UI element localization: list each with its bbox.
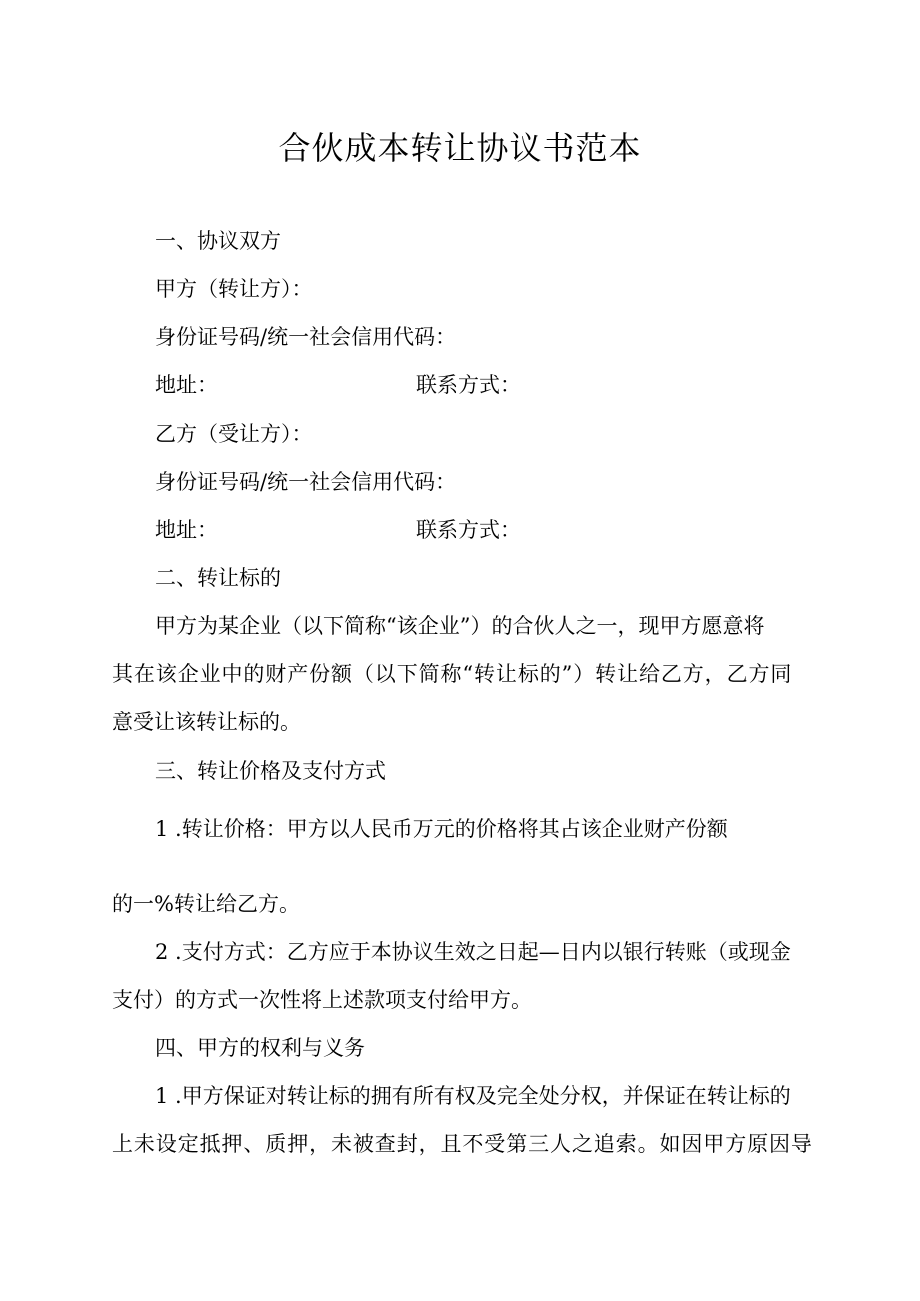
section-3-item-2-line: 2 .支付方式：乙方应于本协议生效之日起—日内以银行转账（或现金 [155,940,791,964]
party-a-id-label: 身份证号码/统一社会信用代码： [155,325,457,349]
section-2-paragraph-line: 其在该企业中的财产份额（以下简称“转让标的”）转让给乙方，乙方同 [112,662,793,686]
section-3-item-2-line: 支付）的方式一次性将上述款项支付给甲方。 [112,988,532,1012]
party-b-label: 乙方（受让方）： [155,422,313,446]
party-a-address-label: 地址： [155,373,218,397]
party-a-label: 甲方（转让方）： [155,277,313,301]
section-4-item-1-line: 1 .甲方保证对转让标的拥有所有权及完全处分权，并保证在转让标的 [155,1084,791,1108]
party-b-contact-label: 联系方式： [416,518,521,542]
party-a-contact-label: 联系方式： [416,373,521,397]
section-2-heading: 二、转让标的 [155,566,281,590]
section-2-paragraph-line: 甲方为某企业（以下简称“该企业”）的合伙人之一，现甲方愿意将 [155,614,765,638]
document-title: 合伙成本转让协议书范本 [278,129,642,167]
party-b-id-label: 身份证号码/统一社会信用代码： [155,470,457,494]
party-b-address-label: 地址： [155,518,218,542]
section-3-heading: 三、转让价格及支付方式 [155,759,386,783]
section-1-heading: 一、协议双方 [155,229,281,253]
section-3-item-1-line: 的一%转让给乙方。 [112,892,300,916]
section-2-paragraph-line: 意受让该转让标的。 [112,710,301,734]
section-4-heading: 四、甲方的权利与义务 [155,1036,365,1060]
section-4-item-1-line: 上未设定抵押、质押，未被查封，且不受第三人之追索。如因甲方原因导 [112,1132,813,1156]
section-3-item-1-line: 1 .转让价格：甲方以人民币万元的价格将其占该企业财产份额 [155,817,728,841]
